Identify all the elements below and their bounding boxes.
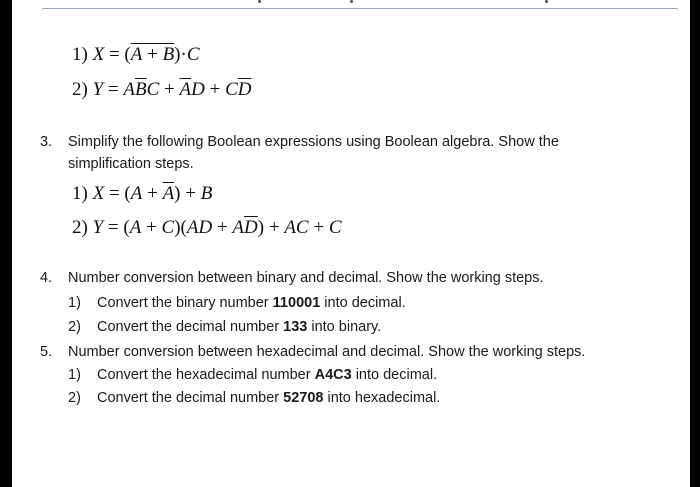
expression-2: 2) $Y = A\overline{B}C + \overline{A}D + C\overline{D}$ xyxy=(72,79,252,100)
question-5-item-2 xyxy=(68,390,440,406)
item-value: 133 xyxy=(283,319,308,335)
top-divider-line xyxy=(42,8,678,9)
item-number: 1) xyxy=(68,295,81,311)
question-5-item-1 xyxy=(68,367,437,383)
item-number: 2) xyxy=(68,319,81,335)
question-5-text: Number conversion between hexadecimal and decimal. Show the working steps. xyxy=(68,344,586,360)
expression-1-number: 1) xyxy=(72,44,88,65)
item-value: 52708 xyxy=(283,390,324,406)
item-prefix: Convert the decimal number xyxy=(96,319,284,335)
right-dark-border xyxy=(690,0,700,487)
expression-2-number: 2) xyxy=(72,79,88,100)
left-dark-border xyxy=(0,0,12,487)
item-prefix: Convert the hexadecimal number xyxy=(96,367,315,383)
question-4-number: 4. xyxy=(40,270,53,286)
item-number: 1) xyxy=(68,367,81,383)
item-suffix: into decimal. xyxy=(320,295,406,311)
question-4-item-2 xyxy=(68,319,381,335)
question-3-expression-1: 1) $X = (A + \overline{A}) + B$ xyxy=(72,183,213,204)
question-4-item-1 xyxy=(68,295,406,311)
question-3-number: 3. xyxy=(40,134,53,150)
question-3-text-line1: Simplify the following Boolean expressions using Boolean algebra. Show the xyxy=(68,134,559,150)
question-5-number: 5. xyxy=(40,344,53,360)
item-prefix: Convert the binary number xyxy=(96,295,273,311)
question-3-expression-2-number: 2) xyxy=(72,217,88,238)
question-3-expression-1-number: 1) xyxy=(72,183,88,204)
question-4-text: Number conversion between binary and decimal. Show the working steps. xyxy=(68,270,544,286)
expression-1: 1) X = (A + B)·C xyxy=(72,44,200,65)
item-value: A4C3 xyxy=(314,367,352,383)
item-value: 110001 xyxy=(272,295,321,311)
question-3-text-line2: simplification steps. xyxy=(68,156,194,172)
question-3-expression-2: 2) $Y = (A + C)(AD + A\overline{D})$ + AC + C xyxy=(72,217,342,238)
item-number: 2) xyxy=(68,390,81,406)
item-suffix: into decimal. xyxy=(351,367,438,383)
item-prefix: Convert the decimal number xyxy=(96,390,284,406)
item-suffix: into binary. xyxy=(307,319,382,335)
item-suffix: into hexadecimal. xyxy=(323,390,441,406)
